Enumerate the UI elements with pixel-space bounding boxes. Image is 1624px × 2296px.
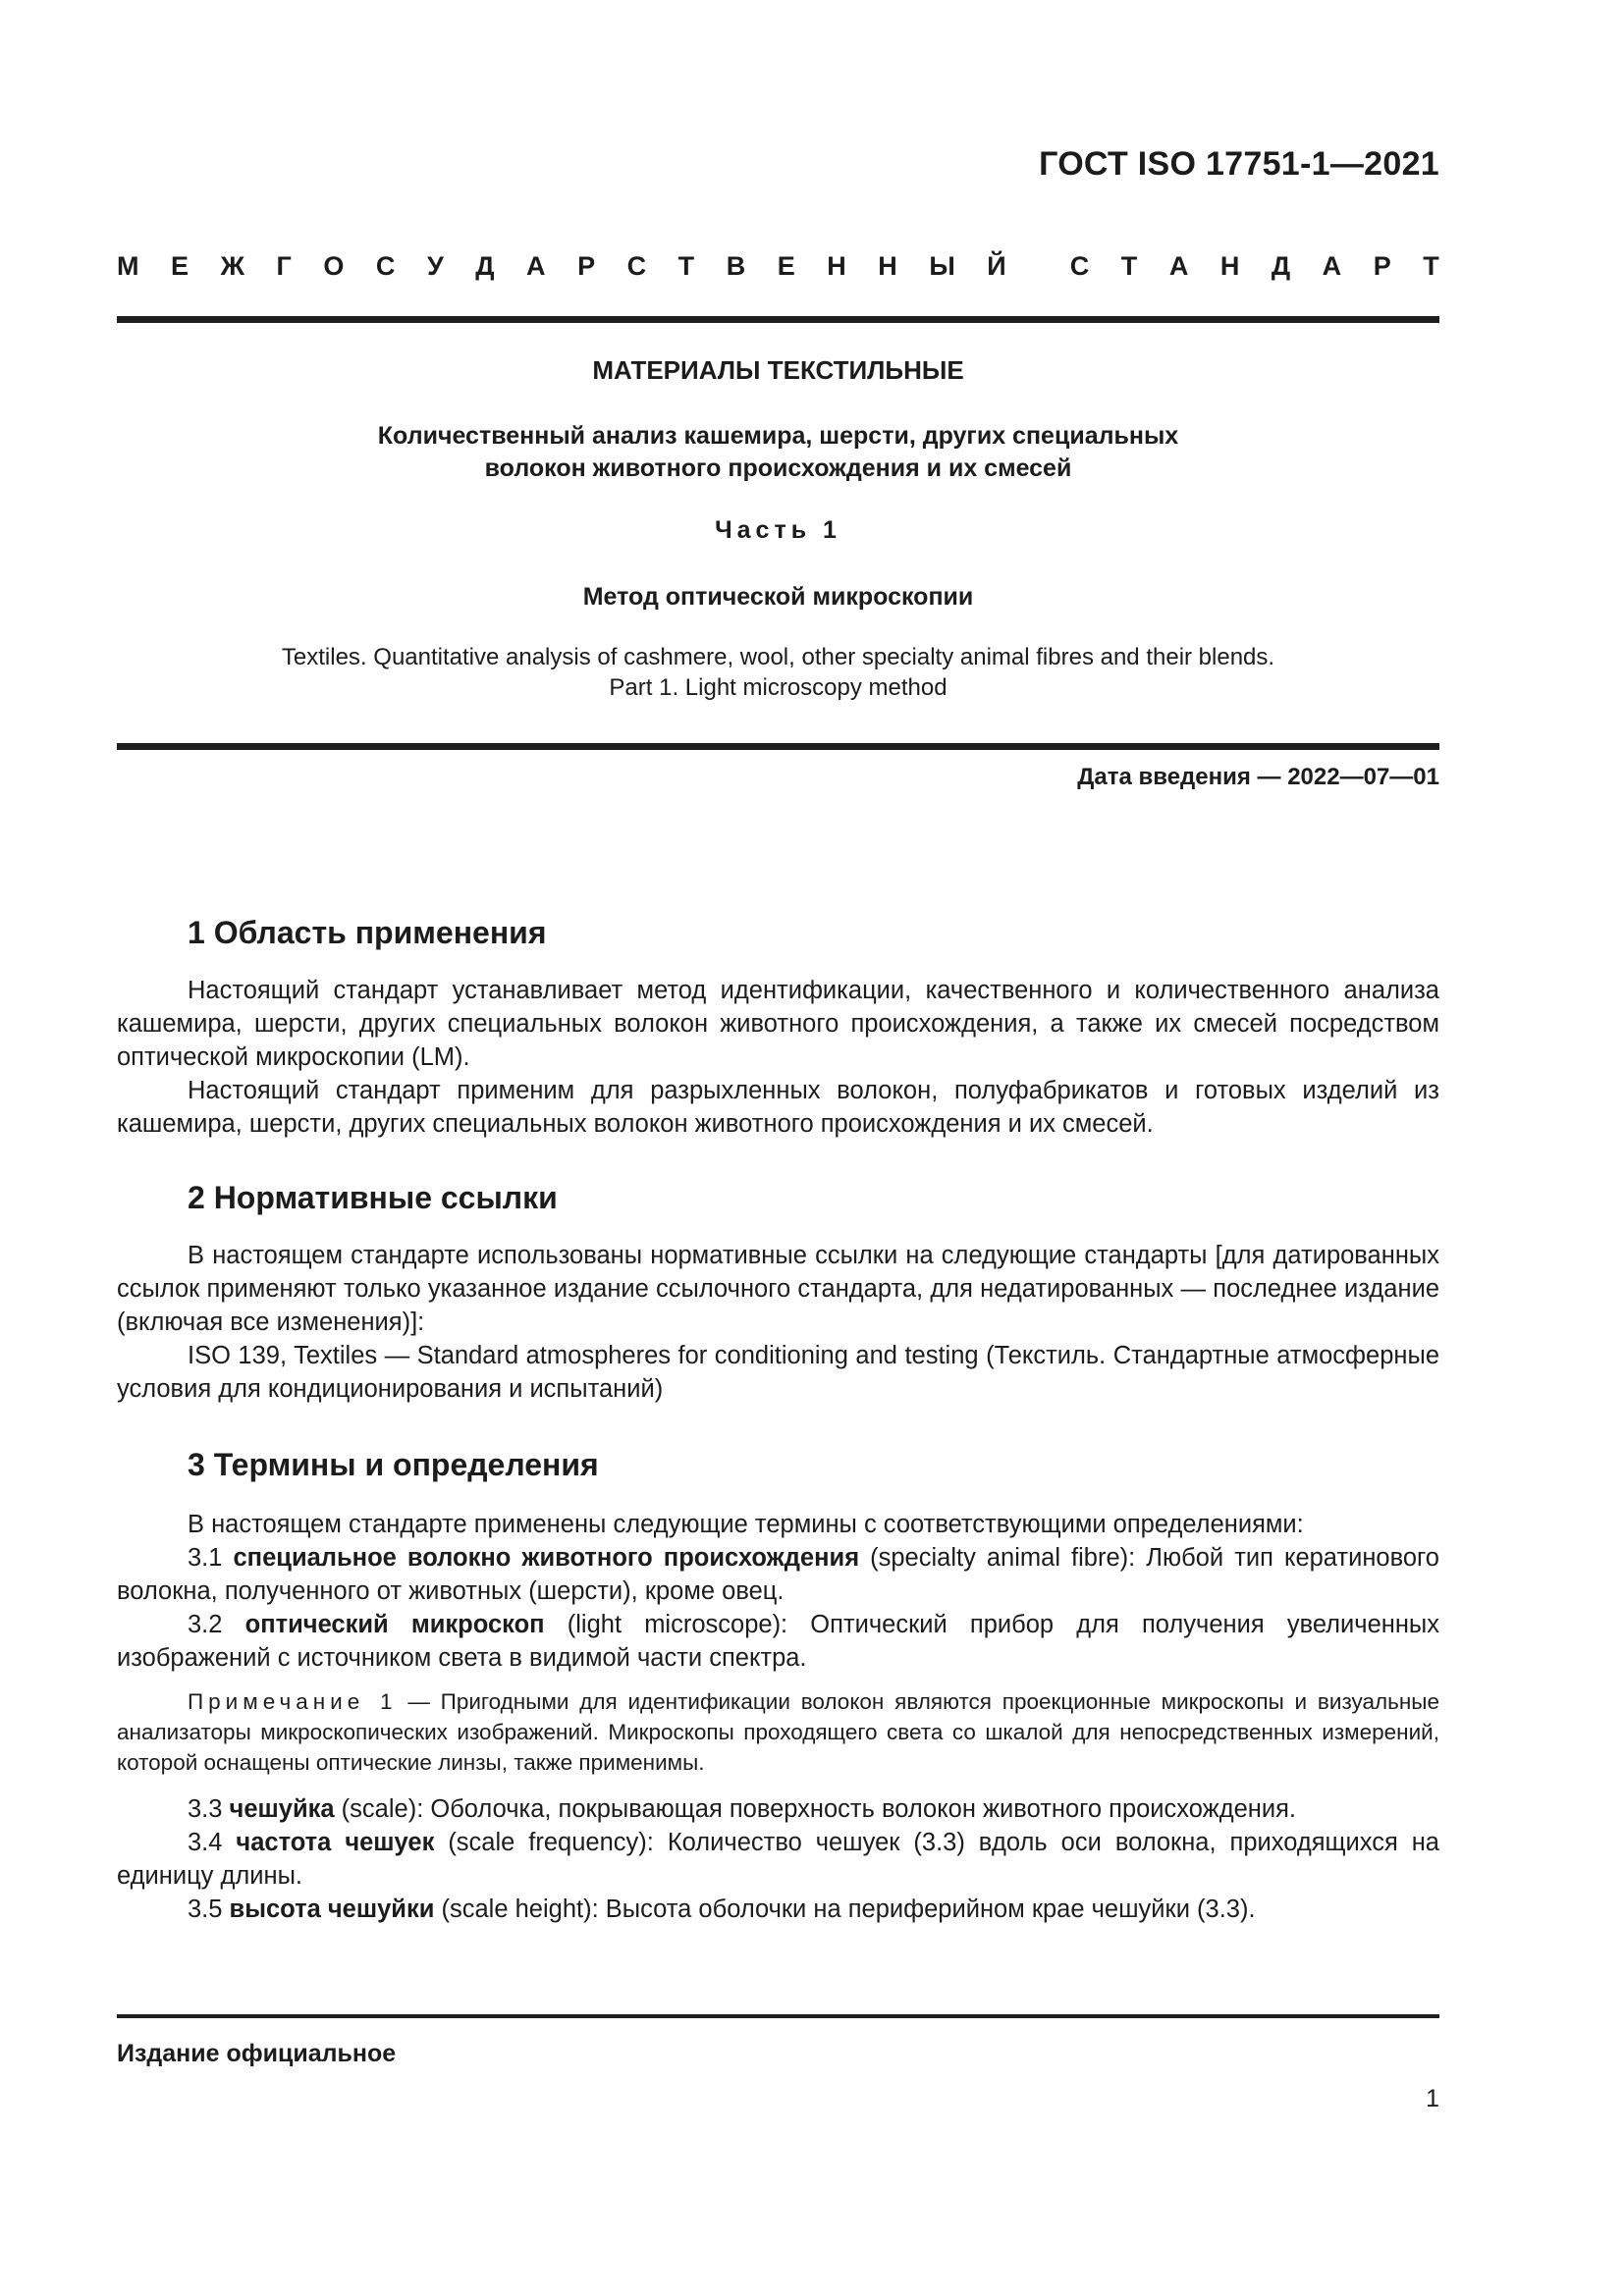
header-divider [117,316,1439,323]
standard-type-letter: Й [987,251,1006,281]
term-number: 3.5 [188,1896,230,1923]
term-name: специальное волокно животного происхождения [233,1544,860,1572]
standard-type-letter: Д [1271,251,1291,281]
standard-type-letter: Р [577,251,596,281]
term-text: (specialty animal fibre): Любой тип кератинового волокна, полученного от животных (шерсти), кроме овец. [117,1544,1439,1605]
standard-type-letter: С [1069,251,1090,281]
english-title [117,642,1439,703]
term-name: частота чешуек [236,1829,435,1856]
term-definition [117,1792,1439,1826]
paragraph: ISO 139, Textiles — Standard atmospheres for conditioning and testing (Текстиль. Стандартные атмосферные условия для кондиционирования и испытаний) [117,1342,1439,1403]
main-title: МАТЕРИАЛЫ ТЕКСТИЛЬНЫЕ [592,355,964,385]
standard-type-letter: Ы [929,251,955,281]
term-definition [117,1826,1439,1893]
section-3-body-b [117,1792,1439,1926]
term-definition [117,1541,1439,1608]
standard-type-letter: А [1322,251,1342,281]
footer-divider [117,2014,1439,2018]
part-label: Часть 1 [715,516,841,544]
standard-type-letter: Н [878,251,897,281]
section-heading: 3 Термины и определения [188,1447,599,1482]
standard-type-letter: Р [1373,251,1391,281]
standard-type-letter: Т [1423,251,1439,281]
method-title: Метод оптической микроскопии [582,583,974,611]
title-divider [117,743,1439,750]
term-number: 3.4 [188,1829,237,1856]
term-text: (light microscope): Оптический прибор для получения увеличенных изображений с источником света в видимой части спектра. [117,1611,1439,1672]
standard-type-letter: А [1168,251,1189,281]
standard-type-letter: Ж [220,251,244,281]
edition-label: Издание официальное [117,2040,397,2067]
standard-type-letter: О [323,251,345,281]
standard-type-letter: С [626,251,647,281]
page-number: 1 [1426,2085,1439,2112]
term-name: чешуйка [229,1795,335,1823]
term-name: высота чешуйки [229,1896,435,1923]
term-text: (scale): Оболочка, покрывающая поверхность волокон животного происхождения. [334,1795,1297,1823]
standard-type-letter: Г [276,251,292,281]
section-3-body-a [117,1508,1439,1675]
term-number: 3.2 [188,1611,245,1638]
standard-type-letter: В [726,251,746,281]
standard-type-letter: С [375,251,396,281]
standard-type-letter: Е [777,251,795,281]
standard-type-heading [117,251,1439,282]
term-name: оптический микроскоп [244,1611,545,1638]
document-code: ГОСТ ISO 17751-1—2021 [1039,145,1439,183]
note-paragraph [117,1686,1439,1778]
note-text: — Пригодными для идентификации волокон являются проекционные микроскопы и визуальные анализаторы микроскопических изображений. Микроскопы проходящего света со шкалой для непосредственных измерений, которой оснащены оптические линзы, также применимы. [117,1689,1439,1775]
standard-type-letter: М [117,251,139,281]
standard-type-letter: Т [677,251,695,281]
term-number: 3.3 [188,1795,230,1823]
note-label: Примечание 1 [188,1689,398,1714]
subtitle-line: Количественный анализ кашемира, шерсти, других специальных [377,422,1179,450]
introduction-date: Дата введения — 2022—07—01 [1077,764,1439,790]
subtitle [117,420,1439,485]
standard-type-letter: Н [827,251,846,281]
paragraph: В настоящем стандарте применены следующие термины с соответствующими определениями: [188,1511,1304,1538]
section-1-body [117,974,1439,1141]
standard-type-letter: Д [475,251,495,281]
standard-type-letter: У [426,251,444,281]
term-text: (scale frequency): Количество чешуек (3.3) вдоль оси волокна, приходящихся на единицу длины. [117,1829,1439,1890]
standard-type-letter: Н [1219,251,1240,281]
document-page [117,0,1439,2296]
term-text: (scale height): Высота оболочки на периферийном крае чешуйки (3.3). [434,1896,1256,1923]
standard-type-letter: Е [171,251,189,281]
paragraph: Настоящий стандарт применим для разрыхленных волокон, полуфабрикатов и готовых изделий из кашемира, шерсти, других специальных волокон животного происхождения и их смесей. [117,1077,1439,1138]
standard-type-letter: А [526,251,546,281]
english-title-line: Part 1. Light microscopy method [609,674,947,701]
paragraph: В настоящем стандарте использованы нормативные ссылки на следующие стандарты [для датированных ссылок применяют только указанное издание ссылочного стандарта, для недатированных — последнее издание (включая все изменения)]: [117,1242,1439,1336]
term-definition [117,1608,1439,1675]
note [117,1686,1439,1778]
section-heading: 2 Нормативные ссылки [188,1180,558,1215]
term-definition [117,1893,1439,1926]
english-title-line: Textiles. Quantitative analysis of cashmere, wool, other specialty animal fibres and their blends. [281,644,1275,670]
section-heading: 1 Область применения [188,915,547,950]
subtitle-line: волокон животного происхождения и их смесей [484,454,1072,482]
term-number: 3.1 [188,1544,234,1572]
paragraph: Настоящий стандарт устанавливает метод идентификации, качественного и количественного анализа кашемира, шерсти, других специальных волокон животного происхождения, а также их смесей посредством оптической микроскопии (LM). [117,977,1439,1071]
standard-type-letter: Т [1120,251,1138,281]
section-2-body [117,1239,1439,1406]
